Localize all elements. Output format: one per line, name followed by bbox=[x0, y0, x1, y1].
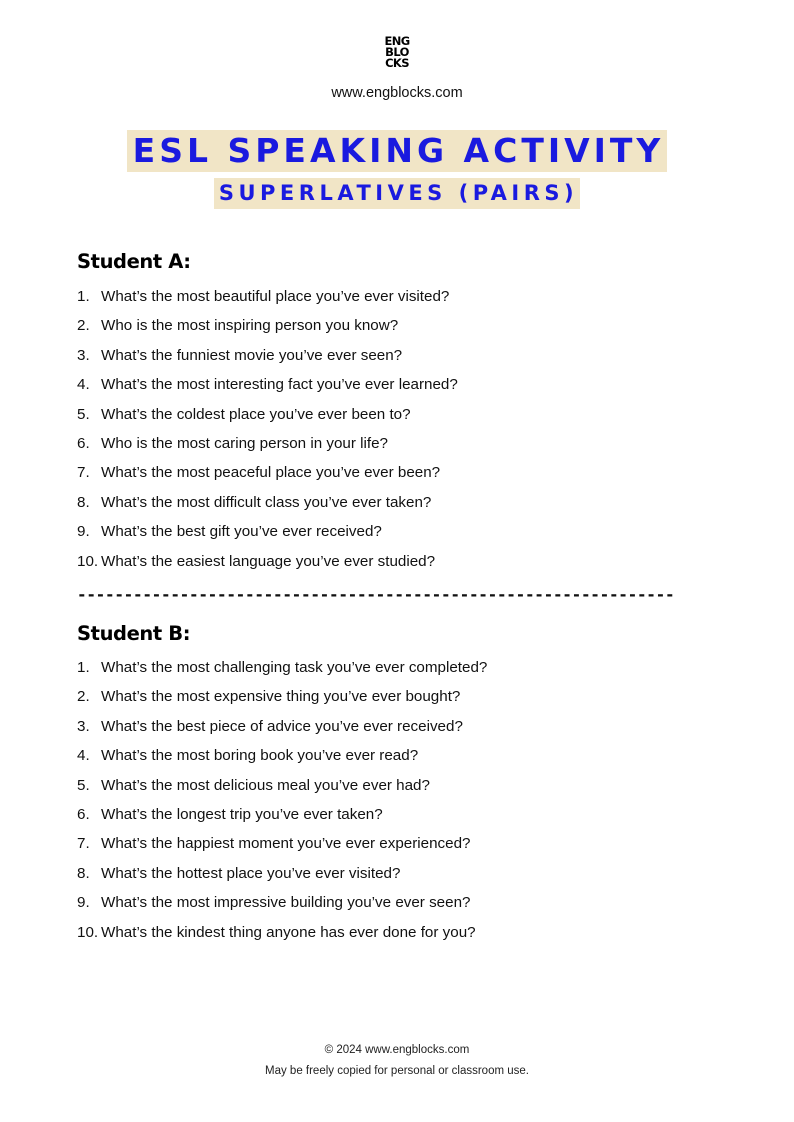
question-text: What’s the most beautiful place you’ve ever visited? bbox=[101, 288, 450, 305]
question-text: What’s the funniest movie you’ve ever seen? bbox=[101, 346, 403, 364]
question-text: Who is the most inspiring person you know? bbox=[101, 317, 399, 335]
footer-license: May be freely copied for personal or classroom use. bbox=[265, 1065, 529, 1077]
question-number: 2. bbox=[77, 317, 90, 335]
question-text: What’s the best piece of advice you’ve ever received? bbox=[101, 717, 463, 735]
question-number: 9. bbox=[77, 894, 90, 912]
question-number: 6. bbox=[77, 805, 90, 823]
question-text: What’s the coldest place you’ve ever been to? bbox=[101, 405, 411, 423]
question-number: 3. bbox=[77, 346, 90, 364]
student-b-heading: Student B: bbox=[77, 622, 191, 645]
section-divider: ---------------------------------------------------------------- bbox=[77, 585, 675, 604]
question-number: 10. bbox=[77, 923, 99, 941]
question-number: 6. bbox=[77, 434, 90, 452]
question-number: 1. bbox=[77, 288, 90, 305]
question-number: 4. bbox=[77, 376, 90, 394]
question-number: 8. bbox=[77, 864, 90, 882]
question-text: What’s the most peaceful place you’ve ever been? bbox=[101, 464, 441, 482]
site-url[interactable]: www.engblocks.com bbox=[331, 85, 463, 101]
question-number: 3. bbox=[77, 717, 90, 735]
title-container bbox=[0, 130, 794, 172]
question-number: 5. bbox=[77, 405, 90, 423]
question-text: What’s the longest trip you’ve ever taken? bbox=[101, 805, 383, 823]
question-text: What’s the most difficult class you’ve ever taken? bbox=[101, 493, 432, 511]
question-text: What’s the most expensive thing you’ve ever bought? bbox=[101, 688, 461, 706]
page-subtitle: SUPERLATIVES (PAIRS) bbox=[214, 178, 580, 209]
question-text: Who is the most caring person in your life? bbox=[101, 434, 389, 452]
student-a-heading: Student A: bbox=[77, 250, 191, 273]
question-number: 10. bbox=[77, 552, 99, 570]
question-text: What’s the easiest language you’ve ever studied? bbox=[101, 552, 436, 570]
question-text: What’s the most impressive building you’ve ever seen? bbox=[101, 894, 471, 912]
question-text: What’s the most challenging task you’ve ever completed? bbox=[101, 659, 488, 676]
question-number: 7. bbox=[77, 464, 90, 482]
question-number: 8. bbox=[77, 493, 90, 511]
logo-line-1: ENG bbox=[384, 34, 410, 48]
question-text: What’s the kindest thing anyone has ever done for you? bbox=[101, 923, 476, 941]
question-text: What’s the most delicious meal you’ve ever had? bbox=[101, 776, 430, 794]
question-text: What’s the most boring book you’ve ever read? bbox=[101, 747, 419, 765]
logo-line-3: CKS bbox=[385, 56, 409, 70]
question-number: 2. bbox=[77, 688, 90, 706]
question-number: 7. bbox=[77, 835, 90, 853]
logo-line-2: BLO bbox=[385, 45, 409, 59]
subtitle-container bbox=[0, 178, 794, 209]
question-text: What’s the best gift you’ve ever received? bbox=[101, 523, 382, 541]
question-number: 1. bbox=[77, 659, 90, 676]
question-number: 9. bbox=[77, 523, 90, 541]
engblocks-logo bbox=[0, 36, 794, 69]
question-text: What’s the most interesting fact you’ve ever learned? bbox=[101, 376, 458, 394]
question-number: 4. bbox=[77, 747, 90, 765]
question-number: 5. bbox=[77, 776, 90, 794]
question-text: What’s the hottest place you’ve ever visited? bbox=[101, 864, 401, 882]
footer-copyright: © 2024 www.engblocks.com bbox=[324, 1044, 470, 1056]
page-title: ESL SPEAKING ACTIVITY bbox=[127, 130, 668, 172]
question-text: What’s the happiest moment you’ve ever experienced? bbox=[101, 835, 471, 853]
